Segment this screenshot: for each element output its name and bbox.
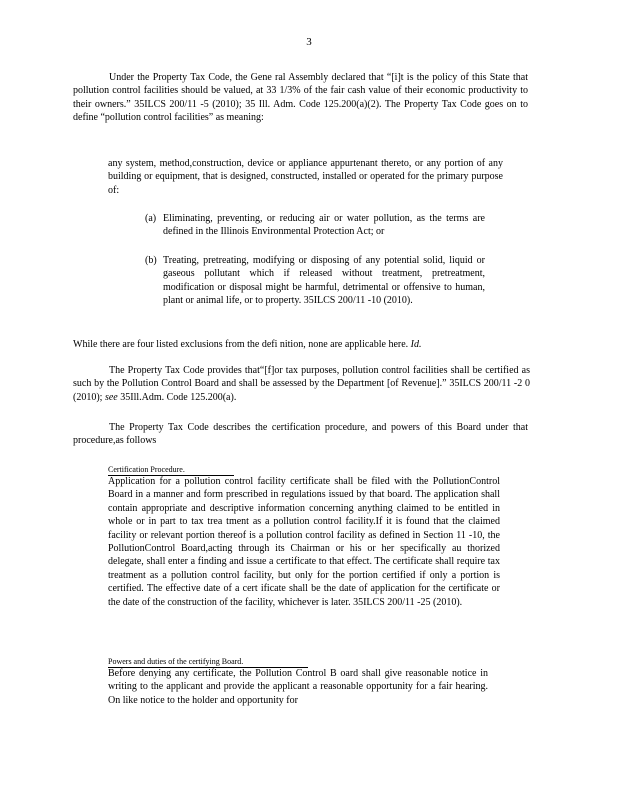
list-item-b <box>145 254 485 308</box>
purposes-cite: 35Ill.Adm. Code 125.200(a). <box>120 391 237 403</box>
quote-definition: any system, method,construction, device or appliance appurtenant thereto, or any portion of any building or equipment, that is designed, constructed, installed or operated for the primary purpose of: <box>108 158 503 196</box>
paragraph-exclusions <box>73 338 513 351</box>
page-number: 3 <box>306 36 312 48</box>
purposes-see: see <box>104 391 118 403</box>
list-item-b-text: Treating, pretreating, modifying or disposing of any potential solid, liquid or gaseous pollutant which if released without treatment, pretreatment, modification or disposal might be harmful, detrimental or offensive to human, plant or animal life, or to property. 35ILCS 200/11 -10 (2010). <box>163 255 485 307</box>
list-item-a <box>145 212 485 239</box>
paragraph-procedure: The Property Tax Code describes the certification procedure, and powers of this Board under that procedure,as follows <box>73 422 528 447</box>
purposes-text: The Property Tax Code provides that“[f]or tax purposes, pollution control facilities shall be certified as such by the Pollution Control Board and shall be assessed by the Department [of Revenue].” 35ILCS 200/11 -2 0 (2010); <box>73 365 530 403</box>
quote-certification: Application for a pollution control facility certificate shall be filed with the PollutionControl Board in a manner and form prescribed in regulations issued by that board. The application shall contain appropriate and descriptive information concerning anything claimed to be entitled in whole or in part to tax trea tment as a pollution control facility.If it is found that the claimed facility or relevant portion thereof is a pollution control facility as defined in Section 11 -10, the PollutionControl Board,acting through its Chairman or his or her specifically au thorized delegate, shall enter a finding and issue a certificate to that effect. The certificate shall require tax treatment as a pollution control facility, but only for the portion certified if only a portion is certified. The effective date of a cert ificate shall be the date of application for the certificate or the date of the construction of the facility, whichever is later. 35ILCS 200/11 -25 (2010). <box>108 476 500 608</box>
heading-certification: Certification Procedure. <box>108 464 234 476</box>
quote-powers: Before denying any certificate, the Pollution Control B oard shall give reasonable notice in writing to the applicant and provide the applicant a reasonable opportunity for a fair hearing. On like notice to the holder and opportunity for <box>108 668 488 706</box>
exclusions-text: While there are four listed exclusions from the defi nition, none are applicable here. <box>73 339 409 350</box>
list-item-b-label: (b) <box>145 255 157 266</box>
exclusions-cite: Id. <box>410 339 422 350</box>
heading-powers: Powers and duties of the certifying Board. <box>108 656 308 668</box>
list-item-a-label: (a) <box>145 213 157 224</box>
paragraph-policy: Under the Property Tax Code, the Gene ral Assembly declared that “[i]t is the policy of this State that pollution control facilities should be valued, at 33 1/3% of the fair cash value of their economic productivity to their owners.” 35ILCS 200/11 -5 (2010); 35 Ill. Adm. Code 125.200(a)(2). The Property Tax Code goes on to define “pollution control facilities” as meaning: <box>73 72 528 124</box>
paragraph-purposes <box>73 364 530 404</box>
list-item-a-text: Eliminating, preventing, or reducing air or water pollution, as the terms are defined in the Illinois Environmental Protection Act; or <box>163 213 485 238</box>
